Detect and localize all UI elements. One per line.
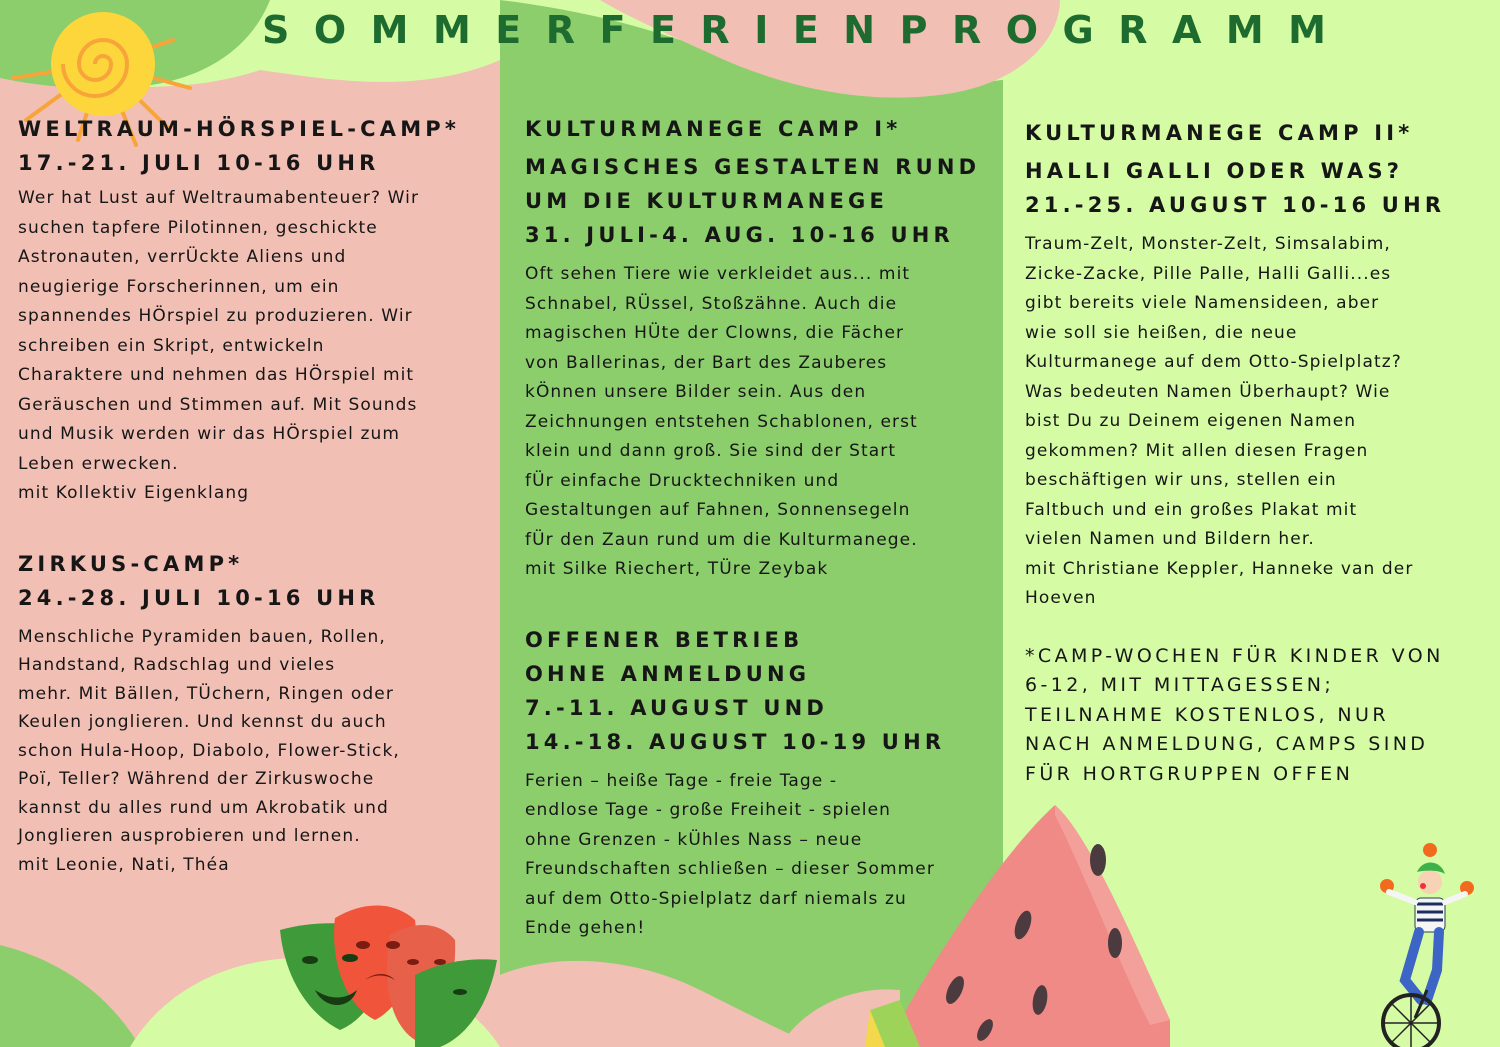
section-date: 7.-11. AUGUST UND bbox=[525, 695, 828, 720]
section-heading: OHNE ANMELDUNG bbox=[525, 661, 811, 686]
section-heading: OFFENER BETRIEB bbox=[525, 627, 804, 652]
section-text: Oft sehen Tiere wie verkleidet aus... mit Schnabel, RÜssel, Stoßzähne. Auch die magischen HÜte der Clowns, die Fächer von Ballerinas, der Bart des Zauberes kÖnnen unsere Bilder sein. Aus den Zeichnungen entstehen Schablonen, erst klein und dann groß. Sie sind der Start fÜr einfache Drucktechniken und Gestaltungen auf Fahnen, Sonnensegeln fÜr den Zaun rund um die Kulturmanege. mit Silke Riechert, TÜre Zeybak bbox=[525, 264, 918, 579]
section-subtitle: MAGISCHES GESTALTEN RUND bbox=[525, 155, 981, 179]
section-heading: ZIRKUS-CAMP* bbox=[18, 551, 244, 576]
section-date: 14.-18. AUGUST 10-19 UHR bbox=[525, 729, 946, 754]
section-date: 31. JULI-4. AUG. 10-16 UHR bbox=[525, 223, 954, 247]
juggler-unicycle-icon bbox=[1375, 840, 1480, 1047]
column-right bbox=[1025, 116, 1485, 789]
section-text: Ferien – heiße Tage - freie Tage - endlose Tage - große Freiheit - spielen ohne Grenzen - kÜhles Nass – neue Freundschaften schließen – dieser Sommer auf dem Otto-Spielplatz darf niemals zu Ende gehen! bbox=[525, 770, 935, 938]
section-text: Menschliche Pyramiden bauen, Rollen, Handstand, Radschlag und vieles mehr. Mit Bällen, TÜchern, Ringen oder Keulen jonglieren. Und kennst du auch schon Hula-Hoop, Diabolo, Flower-Stick, Poï, Teller? Während der Zirkuswoche kannst du alles rund um Akrobatik und Jonglieren ausprobieren und lernen. mit Leonie, Nati, Théa bbox=[18, 626, 400, 875]
section-subtitle: HALLI GALLI ODER WAS? bbox=[1025, 159, 1404, 183]
theater-masks-icon bbox=[275, 900, 500, 1047]
section-date: 17.-21. JULI 10-16 UHR bbox=[18, 151, 380, 175]
section-heading: WELTRAUM-HÖRSPIEL-CAMP* bbox=[18, 117, 461, 141]
section-subtitle: UM DIE KULTURMANEGE bbox=[525, 189, 889, 213]
section-date: 21.-25. AUGUST 10-16 UHR bbox=[1025, 193, 1446, 217]
section-text: Wer hat Lust auf Weltraumabenteuer? Wir suchen tapfere Pilotinnen, geschickte Astronauten, verrÜckte Aliens und neugierige Forscherinnen, um ein spannendes HÖrspiel zu produzieren. Wir schreiben ein Skript, entwickeln Charaktere und nehmen das HÖrspiel mit Geräuschen und Stimmen auf. Mit Sounds und Musik werden wir das HÖrspiel zum Leben erwecken. mit Kollektiv Eigenklang bbox=[18, 188, 420, 503]
camp-note: *CAMP-WOCHEN FÜR KINDER VON 6-12, MIT MITTAGESSEN; TEILNAHME KOSTENLOS, NUR NACH ANMELDUNG, CAMPS SIND FÜR HORTGRUPPEN OFFEN bbox=[1025, 644, 1444, 785]
page-title: SOMMERFERIENPROGRAMM bbox=[262, 8, 1351, 52]
section-text: Traum-Zelt, Monster-Zelt, Simsalabim, Zicke-Zacke, Pille Palle, Halli Galli...es gibt bereits viele Namensideen, aber wie soll sie heißen, die neue Kulturmanege auf dem Otto-Spielplatz? Was bedeuten Namen Überhaupt? Wie bist Du zu Deinem eigenen Namen gekommen? Mit allen diesen Fragen beschäftigen wir uns, stellen ein Faltbuch und ein großes Plakat mit vielen Namen und Bildern her. mit Christiane Keppler, Hanneke van der Hoeven bbox=[1025, 234, 1414, 608]
watermelon-icon bbox=[860, 795, 1180, 1047]
section-date: 24.-28. JULI 10-16 UHR bbox=[18, 585, 380, 610]
section-heading: KULTURMANEGE CAMP I* bbox=[525, 117, 902, 141]
column-left bbox=[18, 112, 488, 879]
section-heading: KULTURMANEGE CAMP II* bbox=[1025, 121, 1414, 145]
